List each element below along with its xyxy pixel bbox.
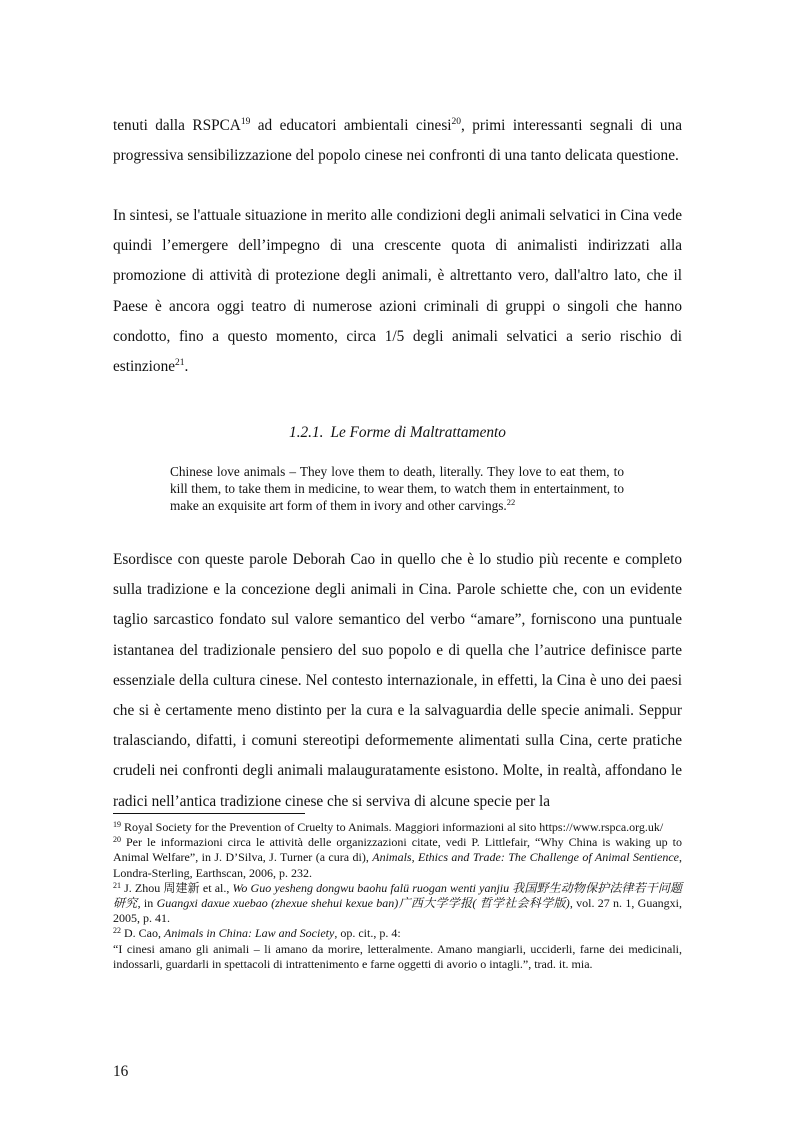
paragraph-text: Esordisce con queste parole Deborah Cao in quello che è lo studio più recente e completo sulla tradizione e la concezione degli animali in Cina. Parole schiette che, con un evidente taglio sarcastico fondato sul valore semantico del verbo “amare”, forniscono una puntuale istantanea del tradizionale pensiero del suo popolo e di quella che l’autrice definisce parte essenziale della cultura cinese. Nel contesto internazionale, in effetti, la Cina è uno dei paesi che si è certamente meno distinto per la cura e la salvaguardia delle specie animali. Seppur tralasciando, difatti, i comuni stereotipi deformemente alimentati sulla Cina, certe pratiche crudeli nei confronti degli animali malauguratamente esistono. Molte, in realtà, affondano le radici nell’antica tradizione cinese che si serviva di alcune specie per la	[113, 551, 682, 810]
footnote-number: 22	[113, 926, 121, 936]
footnote-text: , op. cit., p. 4:	[334, 926, 401, 941]
paragraph-text: In sintesi, se l'attuale situazione in merito alle condizioni degli animali selvatici in Cina vede quindi l’emergere dell’impegno di una crescente quota di animalisti indirizzati alla promozione di attività di protezione degli animali, è altrettanto vero, dall'altro lato, che il Paese è ancora oggi teatro di numerose azioni criminali di gruppi o singoli che hanno condotto, fino a questo momento, circa 1/5 degli animali selvatici a serio rischio di estinzione	[113, 207, 682, 376]
paragraph-text: tenuti dalla RSPCA	[113, 117, 241, 134]
paragraph-text: .	[184, 358, 189, 376]
footnote-22-translation: “I cinesi amano gli animali – li amano da morire, letteralmente. Amano mangiarli, ucciderli, farne dei medicinali, indossarli, guardarli in spettacoli di intrattenimento e farne oggetti di avorio o intagli.”, trad. it. mia.	[113, 941, 682, 971]
footnote-text: , in	[137, 896, 157, 911]
page-number: 16	[113, 1063, 129, 1080]
block-quote	[170, 463, 624, 514]
footnote-ref-22[interactable]: 22	[506, 497, 516, 508]
paragraph-continued	[113, 111, 682, 171]
footnote-number: 21	[113, 880, 121, 890]
footnote-ref-21[interactable]: 21	[175, 358, 185, 369]
footnote-text: , vol. 27 n. 1, Guangxi, 2005, p. 41.	[113, 896, 682, 926]
footnote-text: Royal Society for the Prevention of Cruelty to Animals. Maggiori informazioni al sito https://www.rspca.org.uk/	[121, 820, 664, 834]
section-title: Le Forme di Maltrattamento	[330, 424, 506, 441]
paragraph-main	[113, 545, 682, 817]
footnote-ref-19[interactable]: 19	[240, 117, 251, 127]
footnote-text: J. Zhou 周建新 et al.,	[121, 880, 233, 895]
footnote-20	[113, 835, 682, 881]
footnote-book-title: Animals in China: Law and Society	[164, 926, 335, 941]
footnote-number: 20	[113, 835, 121, 845]
footnote-text: D. Cao,	[121, 926, 164, 941]
paragraph-text: , primi interessanti segnali di una progressiva sensibilizzazione del popolo cinese nei confronti di una tanto delicata questione.	[113, 117, 682, 165]
footnote-ref-20[interactable]: 20	[451, 117, 462, 127]
paragraph-text: ad educatori ambientali cinesi	[250, 117, 452, 134]
section-heading	[113, 424, 682, 442]
footnote-number: 19	[113, 820, 121, 829]
footnote-book-title: Animals, Ethics and Trade: The Challenge of Animal Sentience	[372, 850, 679, 865]
footnote-22	[113, 926, 682, 941]
footnote-text: Per le informazioni circa le attività delle organizzazioni citate, vedi P. Littlefair, “Why China is waking up to Animal Welfare”, in J. D’Silva, J. Turner (a cura di),	[113, 835, 682, 865]
section-number: 1.2.1.	[289, 424, 324, 441]
footnote-21	[113, 881, 682, 927]
footnote-article-title: Wo Guo yesheng dongwu baohu falü ruogan wenti yanjiu 我国野生动物保护法律若干问题研究	[113, 880, 683, 911]
footnote-19	[113, 820, 682, 835]
footnote-separator	[113, 813, 305, 814]
footnote-journal-title: Guangxi daxue xuebao (zhexue shehui kexue ban)广西大学学报( 哲学社会科学版)	[156, 896, 570, 911]
footnotes	[113, 820, 682, 972]
quote-text: Chinese love animals – They love them to death, literally. They love to eat them, to kill them, to take them in medicine, to wear them, to watch them in entertainment, to make an exquisite art form of them in ivory and other carvings.	[170, 464, 624, 514]
paragraph-summary	[113, 201, 682, 382]
footnote-text: , Londra-Sterling, Earthscan, 2006, p. 232.	[113, 850, 682, 880]
